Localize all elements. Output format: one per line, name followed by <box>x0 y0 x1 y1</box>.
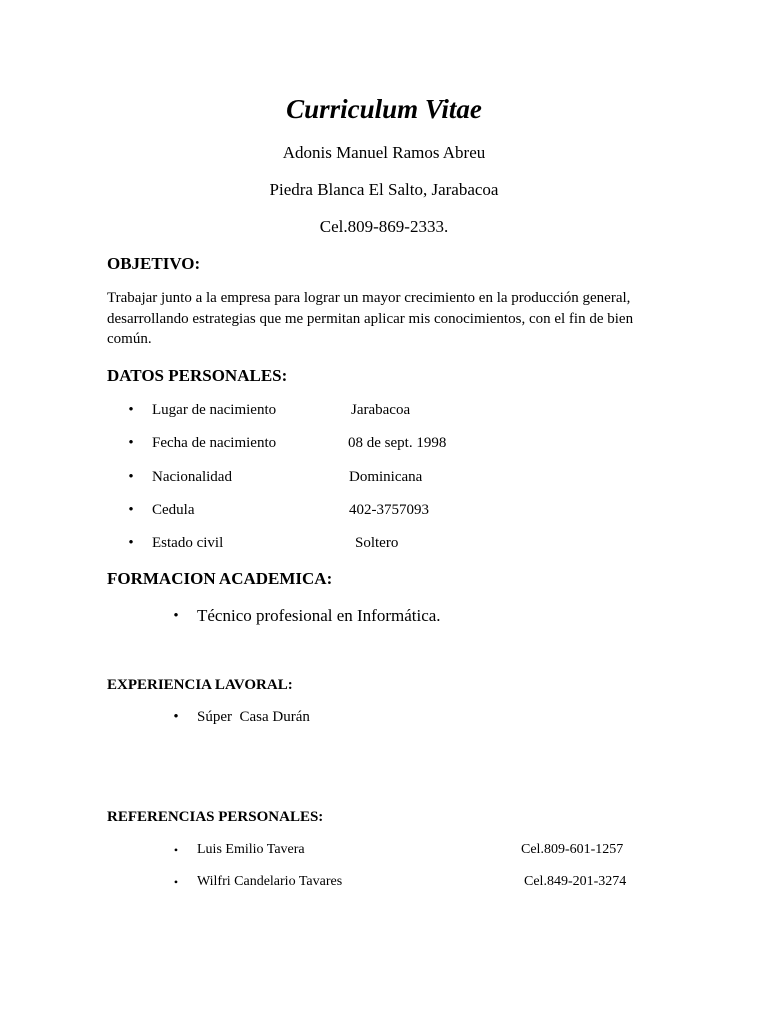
bullet-icon: • <box>173 608 179 624</box>
reference-phone: Cel.849-201-3274 <box>524 874 627 889</box>
document-title: Curriculum Vitae <box>286 94 482 124</box>
bullet-icon: • <box>173 875 179 889</box>
bullet-icon: • <box>173 843 179 857</box>
references-heading: REFERENCIAS PERSONALES: <box>107 809 324 825</box>
bullet-icon: • <box>128 469 134 485</box>
personal-label-birthdate: Fecha de nacimiento <box>152 435 277 451</box>
experience-heading: EXPERIENCIA LAVORAL: <box>107 677 293 693</box>
personal-label-nationality: Nacionalidad <box>152 469 232 485</box>
bullet-icon: • <box>128 502 134 518</box>
objective-text: Trabajar junto a la empresa para lograr un mayor crecimiento en la producción general, desarrollando estrategias que me permitan aplicar mis conocimientos, con el fin de bien común. <box>107 290 634 347</box>
bullet-icon: • <box>173 709 179 725</box>
personal-value-nationality: Dominicana <box>349 469 423 485</box>
personal-label-birthplace: Lugar de nacimiento <box>152 402 277 418</box>
reference-phone: Cel.809-601-1257 <box>521 842 624 857</box>
bullet-icon: • <box>128 402 134 418</box>
candidate-name: Adonis Manuel Ramos Abreu <box>282 143 486 162</box>
bullet-icon: • <box>128 435 134 451</box>
experience-item-text: Súper Casa Durán <box>197 709 310 725</box>
personal-value-civil-status: Soltero <box>355 535 399 551</box>
personal-label-civil-status: Estado civil <box>152 535 224 551</box>
personal-heading: DATOS PERSONALES: <box>107 366 288 385</box>
reference-name: Luis Emilio Tavera <box>197 842 305 857</box>
personal-value-birthdate: 08 de sept. 1998 <box>348 435 447 451</box>
candidate-address: Piedra Blanca El Salto, Jarabacoa <box>269 180 499 199</box>
personal-label-id: Cedula <box>152 502 195 518</box>
personal-value-id: 402-3757093 <box>349 502 429 518</box>
objective-heading: OBJETIVO: <box>107 254 201 273</box>
education-item-text: Técnico profesional en Informática. <box>197 606 441 625</box>
personal-value-birthplace: Jarabacoa <box>351 402 411 418</box>
bullet-icon: • <box>128 535 134 551</box>
candidate-phone: Cel.809-869-2333. <box>319 217 449 236</box>
reference-name: Wilfri Candelario Tavares <box>197 874 343 889</box>
education-heading: FORMACION ACADEMICA: <box>107 569 333 588</box>
